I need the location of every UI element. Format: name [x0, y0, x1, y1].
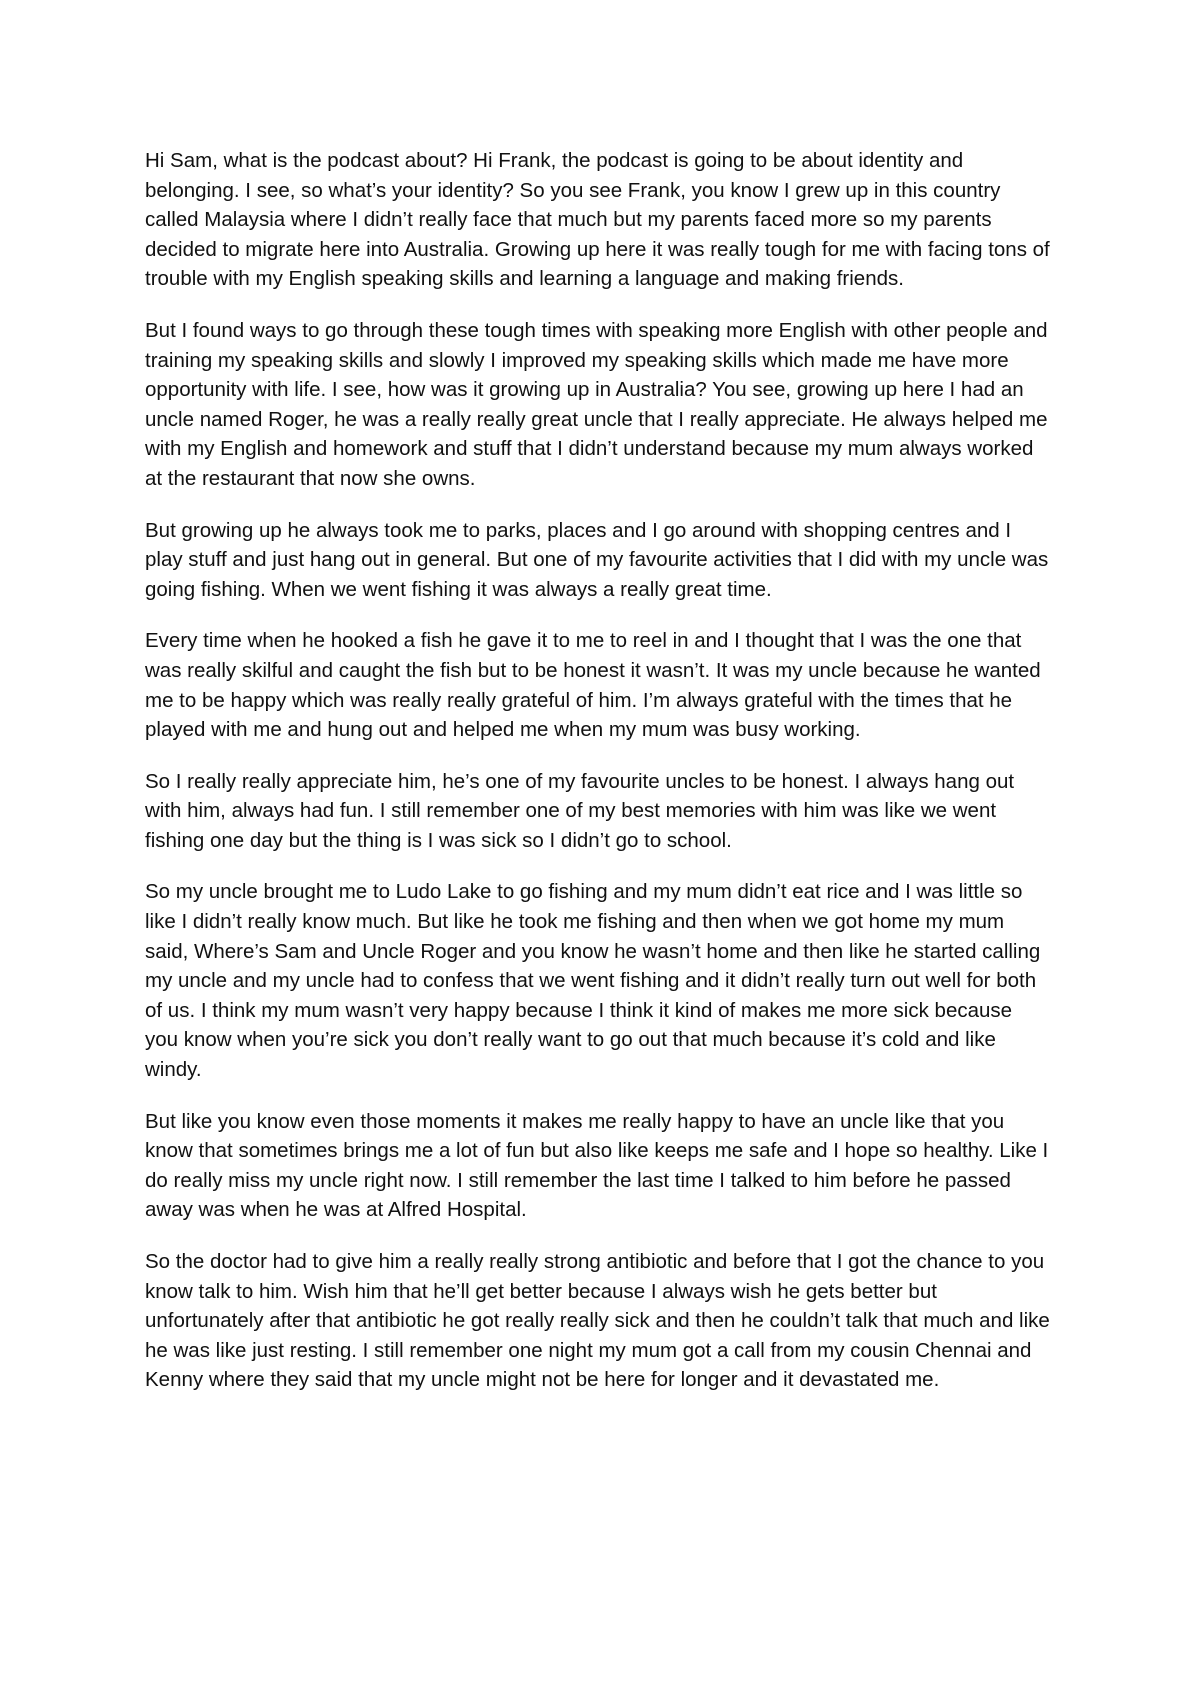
document-body: [145, 146, 1050, 1417]
paragraph-2: But I found ways to go through these tough times with speaking more English with other people and training my speaking skills and slowly I improved my speaking skills which made me have more opportunity with life. I see, how was it growing up in Australia? You see, growing up here I had an uncle named Roger, he was a really really great uncle that I really appreciate. He always helped me with my English and homework and stuff that I didn’t understand because my mum always worked at the restaurant that now she owns.: [145, 318, 1048, 490]
paragraph-4: Every time when he hooked a fish he gave it to me to reel in and I thought that I was the one that was really skilful and caught the fish but to be honest it wasn’t. It was my uncle because he wanted me to be happy which was really really grateful of him. I’m always grateful with the times that he played with me and hung out and helped me when my mum was busy working.: [145, 629, 1041, 742]
paragraph-6: So my uncle brought me to Ludo Lake to go fishing and my mum didn’t eat rice and I was little so like I didn’t really know much. But like he took me fishing and then when we got home my mum said, Where’s Sam and Uncle Roger and you know he wasn’t home and then like he started calling my uncle and my uncle had to confess that we went fishing and it didn’t really turn out well for both of us. I think my mum wasn’t very happy because I think it kind of makes me more sick because you know when you’re sick you don’t really want to go out that much because it’s cold and like windy.: [145, 880, 1041, 1082]
paragraph-3: But growing up he always took me to parks, places and I go around with shopping centres and I play stuff and just hang out in general. But one of my favourite activities that I did with my uncle was going fishing. When we went fishing it was always a really great time.: [145, 518, 1049, 601]
paragraph-1: Hi Sam, what is the podcast about? Hi Frank, the podcast is going to be about identity and belonging. I see, so what’s your identity? So you see Frank, you know I grew up in this country called Malaysia where I didn’t really face that much but my parents faced more so my parents decided to migrate here into Australia. Growing up here it was really tough for me with facing tons of trouble with my English speaking skills and learning a language and making friends.: [145, 149, 1050, 291]
paragraph-8: So the doctor had to give him a really really strong antibiotic and before that I got the chance to you know talk to him. Wish him that he’ll get better because I always wish he gets better but unfortunately after that antibiotic he got really really sick and then he couldn’t talk that much and like he was like just resting. I still remember one night my mum got a call from my cousin Chennai and Kenny where they said that my uncle might not be here for longer and it devastated me.: [145, 1250, 1050, 1392]
paragraph-7: But like you know even those moments it makes me really happy to have an uncle like that you know that sometimes brings me a lot of fun but also like keeps me safe and I hope so healthy. Like I do really miss my uncle right now. I still remember the last time I talked to him before he passed away was when he was at Alfred Hospital.: [145, 1109, 1049, 1222]
paragraph-5: So I really really appreciate him, he’s one of my favourite uncles to be honest. I always hang out with him, always had fun. I still remember one of my best memories with him was like we went fishing one day but the thing is I was sick so I didn’t go to school.: [145, 769, 1015, 852]
